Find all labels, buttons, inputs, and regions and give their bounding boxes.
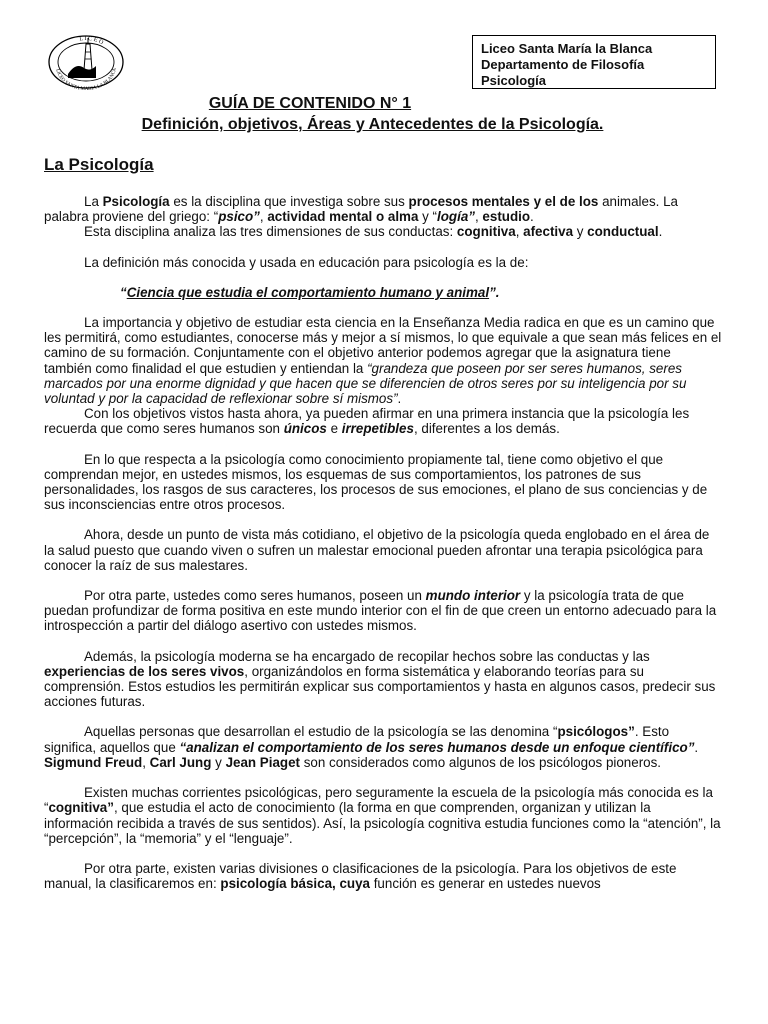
paragraph [44, 649, 722, 710]
text-run: Ahora, desde un punto de vista más cotidiano, el objetivo de la psicología queda englobado en el área de la salud puesto que cuando viven o sufren un malestar emocional pueden afrontar una terapia psicológica para conocer la raíz de sus malestares. [44, 527, 710, 573]
text-run: actividad mental o alma [267, 209, 419, 225]
text-run: , [142, 754, 150, 770]
text-run: irrepetibles [341, 421, 414, 437]
text-run: , [259, 209, 268, 225]
text-run: y [573, 224, 588, 240]
text-run: La importancia y objetivo de estudiar esta ciencia en la Enseñanza Media radica en que es un camino que les permitirá, como estudiantes, conocerse más y mejor a sí mismos, lo que equivale a que sean más felices en el camino de su formación. Conjuntamente con el objetivo anterior podemos agregar que la asignatura tiene también como finalidad el que estudien y entiendan la [44, 315, 722, 376]
text-run: , [474, 209, 483, 225]
text-run: psicología básica, cuya [220, 876, 370, 892]
text-run: . [530, 209, 534, 225]
text-run: “grandeza que poseen por ser seres humanos, seres marcados por una enorme dignidad y que hacen que se diferencien de otros seres por su inteligencia por su voluntad y por la capacidad de reflexionar sobre sí mismos” [44, 360, 687, 407]
text-run: función es generar en ustedes nuevos [369, 876, 601, 892]
paragraph [44, 452, 722, 513]
text-run: Sigmund Freud [44, 754, 143, 770]
text-run: . [694, 739, 699, 755]
text-run: . [658, 224, 663, 240]
text-run: Aquellas personas que desarrollan el estudio de la psicología se las denomina “ [84, 724, 558, 740]
text-run: , que estudia el acto de conocimiento (la forma en que comprenden, organizan y utilizan la información recibida a través de sus sentidos). Así, la psicología cognitiva estudia funciones como la “atención”, la “percepción”, la “memoria” y el “lenguaje”. [44, 800, 721, 846]
text-run: e [326, 421, 342, 437]
paragraph [44, 315, 722, 406]
text-run: mundo interior [425, 588, 521, 604]
text-run: animales. La palabra proviene del griego: “ [44, 194, 678, 225]
definition-text: Ciencia que estudia el comportamiento humano y animal [126, 284, 490, 300]
paragraph [44, 527, 722, 573]
text-run: , [515, 224, 524, 240]
svg-text:L I C E O: L I C E O [79, 35, 105, 47]
text-run: , organizándolos en forma sistemática y elaborando teorías para su comprensión. Estos estudios les permitirán explicar sus comportamientos y hasta en algunos casos, predecir sus acciones futuras. [44, 663, 716, 710]
paragraph [44, 406, 722, 436]
text-run: Además, la psicología moderna se ha encargado de recopilar hechos sobre las conductas y las [84, 648, 650, 664]
subject-name: Psicología [481, 73, 547, 88]
logo-text: LICEO SANTA MARIA LA BLANCA [54, 67, 118, 90]
paragraph [44, 255, 722, 270]
text-run: cognitiva [456, 224, 516, 240]
institution-name: Liceo Santa María la Blanca [481, 41, 653, 56]
text-run: Por otra parte, ustedes como seres humanos, poseen un [84, 588, 426, 604]
text-run: cognitiva” [48, 800, 114, 816]
text-run: Carl Jung [149, 754, 212, 770]
section-heading: La Psicología [44, 155, 154, 174]
department-name: Departamento de Filosofía [481, 57, 645, 72]
text-run: logía” [437, 209, 475, 225]
paragraph [44, 861, 722, 891]
institution-box [472, 35, 716, 89]
text-run: Psicología [102, 194, 170, 209]
text-run: . Esto significa, aquellos que [44, 724, 670, 755]
text-run: únicos [283, 421, 327, 437]
paragraph [44, 785, 722, 846]
school-seal-icon [46, 32, 126, 90]
text-run: Con los objetivos vistos hasta ahora, ya pueden afirmar en una primera instancia que la psicología les recuerda que como seres humanos son [44, 406, 690, 437]
text-run: y la psicología trata de que puedan profundizar de forma positiva en este mundo interior con el fin de que creen un entorno adecuado para la introspección a partir del diálogo asertivo con ustedes mismos. [44, 588, 717, 634]
psychology-definition: “Ciencia que estudia el comportamiento humano y animal”. [120, 284, 500, 300]
text-run: . [397, 391, 402, 407]
paragraph [44, 724, 722, 770]
text-run: estudio [482, 209, 531, 225]
paragraph [44, 224, 722, 239]
text-run: y [211, 754, 226, 770]
text-run: psico” [218, 209, 260, 225]
text-run: En lo que respecta a la psicología como conocimiento propiamente tal, tiene como objetivo el que comprendan mejor, en ustedes mismos, los esquemas de sus comportamientos, los patrones de sus personalidades, los rasgos de sus caracteres, los procesos de sus emociones, el plano de sus conciencias y de sus inconsciencias entre otros procesos. [44, 451, 708, 513]
text-run: Esta disciplina analiza las tres dimensiones de sus conductas: [84, 224, 457, 240]
text-run: afectiva [523, 224, 574, 240]
paragraph [44, 588, 722, 634]
text-run: Por otra parte, existen varias divisiones o clasificaciones de la psicología. Para los objetivos de este manual, la clasificaremos en: [44, 860, 677, 892]
text-run: conductual [587, 224, 659, 240]
text-run: experiencias de los seres vivos [44, 663, 245, 679]
text-run: La definición más conocida y usada en educación para psicología es la de: [84, 254, 529, 270]
text-run: y “ [418, 209, 438, 225]
guide-subtitle: Definición, objetivos, Áreas y Antecedentes de la Psicología. [141, 116, 604, 133]
text-run: psicólogos” [557, 724, 635, 740]
text-run: Existen muchas corrientes psicológicas, pero seguramente la escuela de la psicología más conocida es la “ [44, 785, 713, 816]
document-body [44, 194, 722, 891]
text-run: procesos mentales y el de los [408, 194, 599, 209]
text-run: “analizan el comportamiento de los seres humanos desde un enfoque científico” [179, 739, 695, 755]
text-run: , diferentes a los demás. [413, 421, 560, 437]
text-run: Jean Piaget [225, 754, 300, 770]
text-run: es la disciplina que investiga sobre sus [169, 194, 409, 209]
paragraph [44, 194, 722, 224]
guide-title: GUÍA DE CONTENIDO N° 1 [208, 95, 412, 112]
text-run: son considerados como algunos de los psicólogos pioneros. [300, 754, 662, 770]
text-run: La [84, 194, 103, 209]
